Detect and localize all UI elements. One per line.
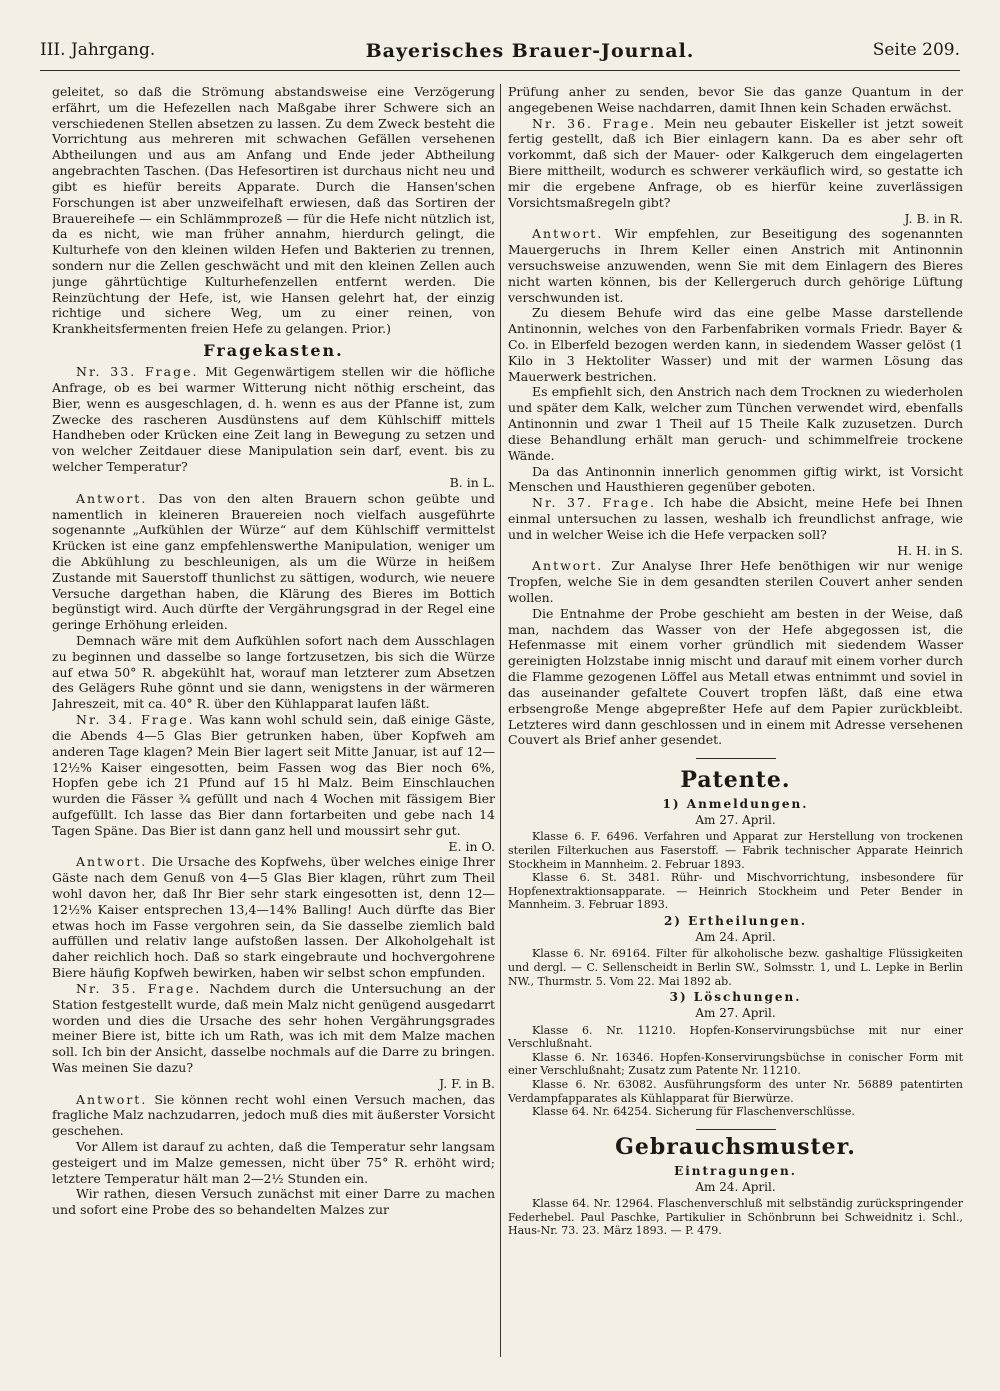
- volume-label: III. Jahrgang.: [40, 40, 156, 60]
- answer-35-paragraph-3: Wir rathen, diesen Versuch zunächst mit einer Darre zu machen und sofort eine Probe des so behandelten Malzes zur: [52, 1186, 495, 1218]
- answer-33-paragraph-2: Demnach wäre mit dem Aufkühlen sofort nach dem Ausschlagen zu beginnen und dasselbe so lange fortzusetzen, bis sich die Würze auf etwa 50° R. abgekühlt hat, worauf man letzterer zum Absetzen des Gelägers Ruhe gönnt und sie dann, wenigstens in der wärmeren Jahreszeit, mit ca. 40° R. über den Kühlapparat laufen läßt.: [52, 633, 495, 712]
- answer-35-continuation: Prüfung anher zu senden, bevor Sie das ganze Quantum in der angegebenen Weise nachdarren, damit Ihnen kein Schaden erwächst.: [508, 84, 963, 115]
- question-33: [52, 364, 495, 475]
- question-33-text: Mit Gegenwärtigem stellen wir die höfliche Anfrage, ob es bei warmer Witterung nicht nöthig erscheint, das Bier, wenn es ausgeschlagen, d. h. wenn es aus der Pfanne ist, zum Zwecke des rascheren Ausdünstens auf dem Kühlschiff mittels Handheben oder Krücken eine Zeit lang in Bewegung zu setzen und von welcher Zeitdauer diese Manipulation sein darf, event. bis zu welcher Temperatur?: [52, 364, 495, 475]
- eintragung-entry: Klasse 64. Nr. 12964. Flaschenverschluß mit selbständig zurückspringender Federhebel. Paul Paschke, Partikulier in Schönbrunn bei Schweidnitz i. Schl., Haus-Nr. 73. 23. März 1893. — P. 479.: [508, 1197, 963, 1238]
- header-rule: [40, 70, 960, 71]
- section-rule: [696, 1129, 776, 1130]
- question-34: [52, 712, 495, 839]
- answer-33-label: Antwort.: [76, 490, 148, 506]
- loeschung-entry: Klasse 64. Nr. 64254. Sicherung für Flaschenverschlüsse.: [532, 1105, 855, 1119]
- loeschung-entry: Klasse 6. Nr. 16346. Hopfen-Konservirungsbüchse in conischer Form mit einer Verschlußnaht; Zusatz zum Patente Nr. 11210.: [508, 1050, 963, 1078]
- question-34-label: Nr. 34. Frage.: [76, 712, 195, 728]
- loeschung-entry: Klasse 6. Nr. 63082. Ausführungsform des unter Nr. 56889 patentirten Verdampfapparates als Kühlapparat für Bierwürze.: [508, 1078, 963, 1105]
- column-divider: [500, 84, 501, 1357]
- question-35-text: Nachdem durch die Untersuchung an der Station festgestellt wurde, daß mein Malz nicht genügend ausgedarrt worden und dies die Ursache des sehr hohen Vergährungsgrades meiner Biere ist, bitte ich um Rath, was ich mit dem Malze machen soll. Ich bin der Ansicht, dasselbe nochmals auf die Darre zu bringen. Was meinen Sie dazu?: [52, 980, 495, 1075]
- answer-36-text: Wir empfehlen, zur Beseitigung des sogenannten Mauergeruchs in Ihrem Keller einen Anstrich mit Antinonnin versuchsweise anzuwenden, wenn Sie mit dem Einlagern des Bieres nicht warten können, bis der Kellergeruch durch gehörige Lüftung verschwunden ist.: [508, 226, 963, 305]
- question-37-label: Nr. 37. Frage.: [532, 495, 656, 511]
- answer-37-label: Antwort.: [532, 558, 604, 574]
- anmeldung-entry: Klasse 6. F. 6496. Verfahren und Apparat zur Herstellung von trockenen sterilen Filterkuchen aus Faserstoff. — Fabrik technischer Apparate Heinrich Stockheim in Mannheim. 2. Februar 1893.: [508, 830, 963, 871]
- eintragungen-heading: Eintragungen.: [674, 1163, 797, 1178]
- answer-37: [508, 558, 963, 605]
- loeschungen-heading: 3) Löschungen.: [669, 990, 802, 1005]
- patente-heading: Patente.: [680, 767, 791, 794]
- question-35-label: Nr. 35. Frage.: [76, 980, 202, 996]
- paragraph-hefe-sortieren: geleitet, so daß die Strömung abstandsweise eine Verzögerung erfährt, um die Hefezellen nach Maßgabe ihrer Schwere sich an verschiedenen Stellen absetzen zu lassen. Zu dem Zweck besteht die Vorrichtung aus mehreren mit schwachen Gefällen versehenen Abtheilungen und aus am Anfang und Ende jeder Abtheilung angebrachten Taschen. (Das Hefesortiren ist durchaus nicht neu und gibt es hiefür bereits Apparate. Durch die Hansen'schen Forschungen ist aber unzweifelhaft erwiesen, daß das Sortiren der Brauereihefe — ein Schlämmprozeß — für die Hefe nicht nützlich ist, da es nicht, wie man früher annahm, hierdurch gelingt, die Kulturhefe von den kleinen wilden Hefen und Bakterien zu trennen, sondern nur die Zellen geschwächt und mit den kleinen Zellen auch junge gährtüchtige Kulturhefenzellen entfernt werden. Die Reinzüchtung der Hefe, ist, wie Hansen gelehrt hat, der einzig richtige und sichere Weg, um zu einer reinen, von Krankheitsfermenten freien Hefe zu gelangen. Prior.): [52, 84, 495, 337]
- loeschung-entry: Klasse 6. Nr. 11210. Hopfen-Konservirungsbüchse mit nur einer Verschlußnaht.: [508, 1023, 963, 1051]
- answer-37-paragraph-2: Die Entnahme der Probe geschieht am besten in der Weise, daß man, nachdem das Wasser von der Hefe abgegossen ist, die Hefenmasse mit einem vorher gründlich mit siedendem Wasser gereinigten Holzstabe innig mischt und darauf mit einem vorher durch die Flamme gezogenen Löffel aus Metall etwas entnimmt und soviel in das auseinander gefaltete Couvert tropfen läßt, daß eine etwa erbsengroße Menge abgepreßter Hefe auf dem Papier zurückbleibt. Letzteres wird dann geschlossen und in einem mit Adresse versehenen Couvert als Brief anher gesendet.: [508, 605, 963, 748]
- gebrauchsmuster-heading: Gebrauchsmuster.: [615, 1133, 856, 1160]
- answer-36-paragraph-2: Zu diesem Behufe wird das eine gelbe Masse darstellende Antinonnin, welches von den Farbenfabriken vormals Friedr. Bayer & Co. in Elberfeld bezogen werden kann, in siedendem Wasser gelöst (1 Kilo in 3 Hektoliter Wasser) und mit der warmen Lösung das Mauerwerk bestrichen.: [508, 305, 963, 384]
- answer-35-label: Antwort.: [76, 1091, 148, 1107]
- answer-35: [52, 1092, 495, 1139]
- anmeldungen-heading: 1) Anmeldungen.: [662, 796, 809, 811]
- question-34-signature: E. in O.: [448, 838, 495, 854]
- answer-33-text: Das von den alten Brauern schon geübte und namentlich in kleineren Brauereien noch vielfach ausgeführte sogenannte „Aufkühlen der Würze“ auf dem Kühlschiff vermittelst Krücken ist eine ganz empfehlenswerthe Manipulation, weniger um die Abkühlung zu beschleunigen, als um die Würze in heißem Zustande mit Sauerstoff thunlichst zu sättigen, wodurch, wie neuere Versuche dargethan haben, die Klärung des Bieres im Bottich begünstigt wird. Auch dürfte der Vergährungsgrad in der Regel eine geringe Erhöhung erleiden.: [52, 490, 495, 633]
- question-36-signature: J. B. in R.: [904, 210, 963, 226]
- answer-36-label: Antwort.: [532, 226, 604, 242]
- answer-36: [508, 226, 963, 305]
- anmeldungen-date: Am 27. April.: [695, 813, 776, 828]
- page-header: [40, 40, 960, 72]
- left-column: [52, 84, 495, 1357]
- question-37-text: Ich habe die Absicht, meine Hefe bei Ihnen einmal untersuchen zu lassen, weshalb ich freundlichst anfrage, wie und in welcher Weise ich die Hefe verpacken soll?: [508, 495, 963, 542]
- question-33-label: Nr. 33. Frage.: [76, 364, 199, 380]
- answer-33: [52, 491, 495, 633]
- anmeldung-entry: Klasse 6. St. 3481. Rühr- und Mischvorrichtung, insbesondere für Hopfenextraktionsapparate. — Heinrich Stockheim und Peter Bender in Mannheim. 3. Februar 1893.: [508, 871, 963, 912]
- fragekasten-heading: Fragekasten.: [203, 341, 344, 360]
- question-34-text: Was kann wohl schuld sein, daß einige Gäste, die Abends 4—5 Glas Bier getrunken haben, über Kopfweh am anderen Tage klagen? Mein Bier lagert seit Mitte Januar, ist auf 12—12½% Kaiser eingesotten, beim Fassen wog das Bier noch 6%, Hopfen gebe ich 21 Pfund auf 15 hl Malz. Beim Einschlauchen wurden die Fässer ¾ gefüllt und nach 4 Wochen mit fässigem Bier aufgefüllt. Ich lasse das Bier dann fortarbeiten und gebe nach 14 Tagen Späne. Das Bier ist dann ganz hell und moussirt sehr gut.: [52, 712, 495, 838]
- answer-36-paragraph-3: Es empfiehlt sich, den Anstrich nach dem Trocknen zu wiederholen und später dem Kalk, welcher zum Tünchen verwendet wird, ebenfalls Antinonnin und zwar 1 Theil auf 15 Theile Kalk zuzusetzen. Durch diese Behandlung erhält man geruch- und schimmelfreie trockene Wände.: [508, 384, 963, 463]
- answer-35-paragraph-2: Vor Allem ist darauf zu achten, daß die Temperatur sehr langsam gesteigert und im Malze gemessen, nicht über 75° R. erhöht wird; letztere Temperatur hält man 2—2½ Stunden ein.: [52, 1139, 495, 1186]
- page-number: Seite 209.: [872, 40, 960, 60]
- question-36: [508, 116, 963, 211]
- right-column: [508, 84, 963, 1357]
- ertheilungen-heading: 2) Ertheilungen.: [663, 914, 808, 929]
- answer-34: [52, 854, 495, 981]
- question-37-signature: H. H. in S.: [897, 542, 963, 558]
- question-37: [508, 495, 963, 542]
- answer-34-text: Die Ursache des Kopfwehs, über welches einige Ihrer Gäste nach dem Genuß von 4—5 Glas Bier klagen, rührt zum Theil wohl davon her, daß Ihr Bier sehr stark eingesotten ist, denn 12—12½% Kaiser entsprechen 13,4—14% Balling! Auch dürfte das Bier etwas hoch im Fasse vergohren sein, da Sie dasselbe ziemlich bald auffüllen und relativ lange aufstoßen lassen. Der Alkoholgehalt ist daher reichlich hoch. Daß so stark eingebraute und hochvergohrene Biere häufig Kopfweh bewirken, haben wir selbst schon empfunden.: [52, 854, 495, 981]
- eintragungen-date: Am 24. April.: [695, 1179, 776, 1194]
- answer-35-text: Sie können recht wohl einen Versuch machen, das fragliche Malz nachzudarren, jedoch muß dies mit äußerster Vorsicht geschehen.: [52, 1091, 495, 1139]
- ertheilung-entry: Klasse 6. Nr. 69164. Filter für alkoholische bezw. gashaltige Flüssigkeiten und dergl. — C. Sellenscheidt in Berlin SW., Solmsstr. 1, und L. Lepke in Berlin NW., Thurmstr. 5. Vom 22. Mai 1892 ab.: [508, 947, 963, 988]
- ertheilungen-date: Am 24. April.: [695, 930, 776, 945]
- question-33-signature: B. in L.: [449, 474, 495, 490]
- question-36-label: Nr. 36. Frage.: [532, 115, 657, 131]
- loeschungen-date: Am 27. April.: [695, 1006, 776, 1021]
- answer-37-text: Zur Analyse Ihrer Hefe benöthigen wir nur wenige Tropfen, welche Sie in dem gesandten sterilen Couvert anher senden wollen.: [508, 558, 963, 605]
- journal-title: Bayerisches Brauer-Journal.: [365, 40, 695, 62]
- section-rule: [696, 758, 776, 759]
- question-35-signature: J. F. in B.: [439, 1075, 495, 1091]
- question-36-text: Mein neu gebauter Eiskeller ist jetzt soweit fertig gestellt, daß ich Bier einlagern kann. Da es aber sehr oft vorkommt, daß sich der Mauer- oder Kalkgeruch dem eingelagerten Biere mittheilt, wodurch es schwerer verkäuflich wird, so gestatte ich mir die ergebene Anfrage, ob es hierfür keine zuverlässigen Vorsichtsmaßregeln gibt?: [508, 115, 963, 210]
- answer-34-label: Antwort.: [76, 854, 148, 870]
- answer-36-paragraph-4: Da das Antinonnin innerlich genommen giftig wirkt, ist Vorsicht Menschen und Hausthieren gegenüber geboten.: [508, 463, 963, 495]
- question-35: [52, 981, 495, 1076]
